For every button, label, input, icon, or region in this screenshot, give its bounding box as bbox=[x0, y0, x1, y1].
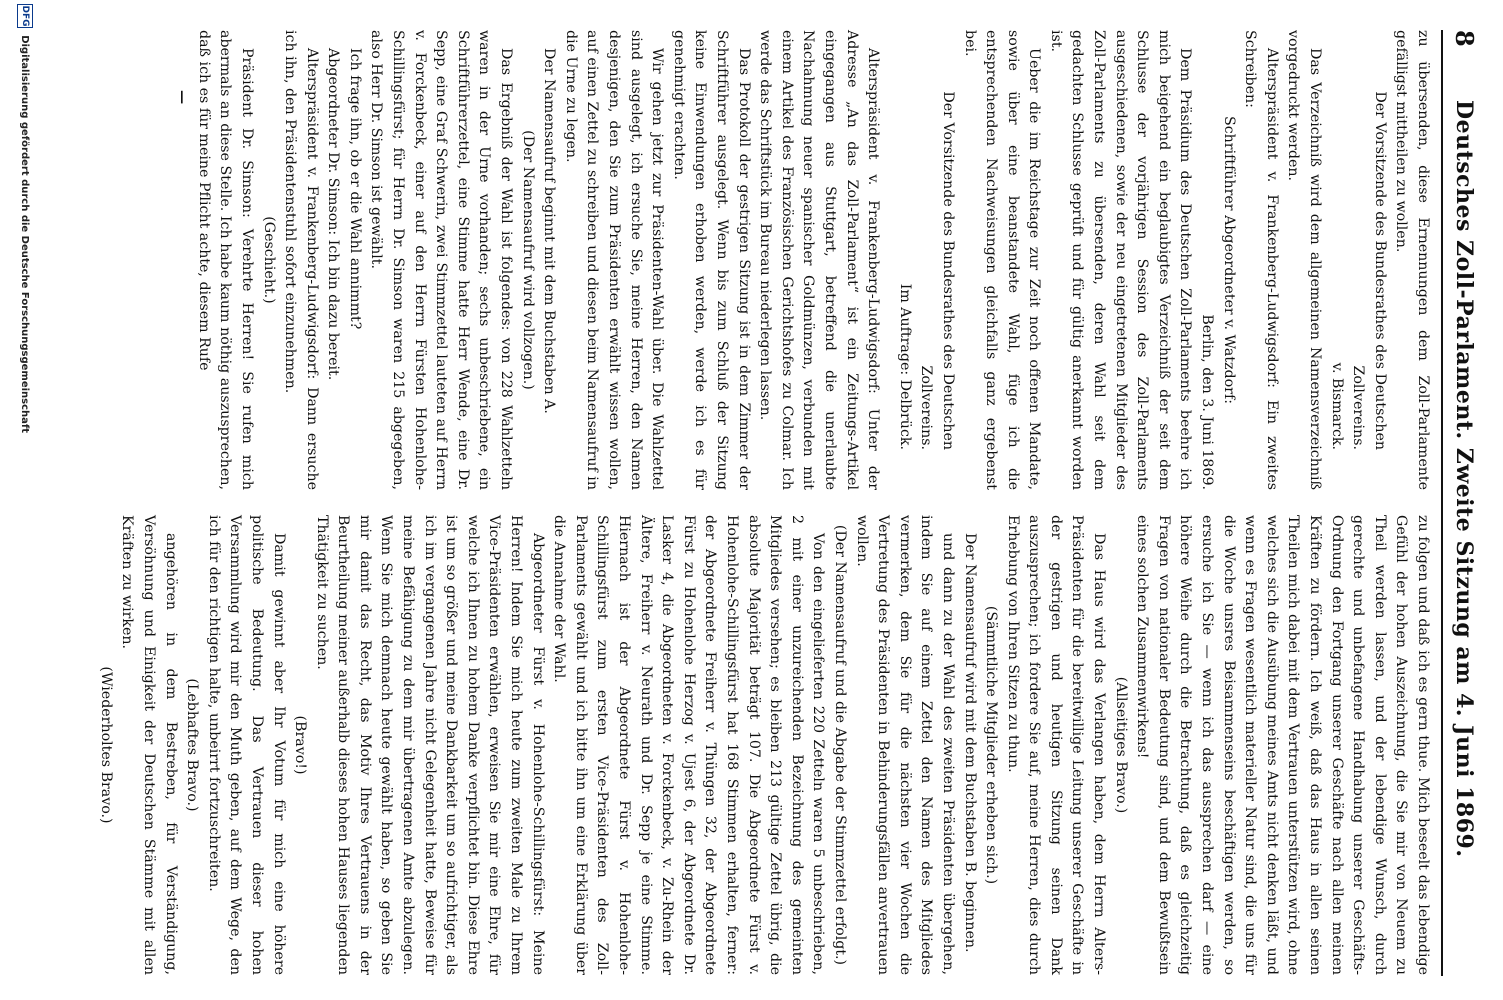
text-paragraph: Das Protokoll der gestrigen Sitzung ist in dem Zimmer der Schriftführer ausgelegt. Wenn bis zum Schluß der Sitzung keine Einwendungen erhoben werden, werde ich es für genehmigt erachten. bbox=[670, 30, 752, 490]
text-paragraph: Der Vorsitzende des Bundesrathes des Deutschen Zollvereins. bbox=[1350, 91, 1388, 450]
digitization-credit: Digitalisierung gefördert durch die Deutsche Forschungsgemeinschaft bbox=[19, 35, 31, 434]
dfg-logo: DFG bbox=[17, 4, 33, 28]
text-paragraph: (Wiederholtes Bravo.) bbox=[97, 666, 114, 824]
text-paragraph: Der Namensaufruf beginnt mit dem Buchstaben A. bbox=[541, 48, 558, 414]
text-paragraph: Das Ergebniß der Wahl ist folgendes: von 228 Wahlzetteln waren in der Urne vorhanden; sechs unbeschriebene, ein Schriftführerzettel, eine Stimme hatte Herr Wende, eine Dr. Sepp, eine Graf Schwerin, zwei Stimmzettel lauteten auf Herrn v. Forckenbeck, einer auf den Herrn Fürsten Hohenlohe-Schillingsfürst; für Herrn Dr. Simson waren 215 abgegeben, also Herr Dr. Simson ist gewählt. bbox=[368, 30, 515, 490]
text-paragraph: Im Auftrage: Delbrück. bbox=[896, 283, 913, 450]
text-paragraph: Wir gehen jetzt zur Präsidenten-Wahl über. Die Wahlzettel sind ausgelegt, ich ersuche Sie, meine Herren, den Namen desjenigen, den Sie zum Präsidenten erwählt wissen wollen, auf einen Zettel zu schreiben und diesen beim Namensaufruf in die Urne zu legen. bbox=[562, 30, 666, 490]
text-paragraph: Alterspräsident v. Frankenberg-Ludwigsdorf: Dann ersuche ich ihn, den Präsidentenstuhl sofort einzunehmen. bbox=[282, 30, 320, 490]
text-paragraph: Abgeordneter Dr. Simson: Ich bin dazu bereit. bbox=[325, 48, 342, 381]
text-paragraph: angehören in dem Bestreben, für Verständigung, Versöhnung und Einigkeit der Deutschen Stämme mit allen Kräften zu wirken. bbox=[119, 515, 179, 975]
page-number: 8 bbox=[1450, 30, 1479, 48]
text-paragraph: Alterspräsident v. Frankenberg-Ludwigsdorf: Ein zweites Schreiben: bbox=[1242, 30, 1280, 490]
text-paragraph: (Der Namensaufruf und die Abgabe der Stimmzettel erfolgt.) bbox=[831, 524, 848, 966]
text-paragraph: Abgeordneter Fürst v. Hohenlohe-Schillingsfürst: Meine Herren! Indem Sie mich heute zum zweiten Male zu Ihrem Vice-Präsidenten erwählen, erweisen Sie mir eine Ehre, für welche ich Ihnen zu hohem Danke verpflichtet bin. Diese Ehre ist um so größer und meine Dankbarkeit um so aufrichtiger, als ich im vergangenen Jahre nicht Gelegenheit hatte, Beweise für meine Befähigung zu dem mir übertragenen Amte abzulegen. Wenn Sie mich demnach heute gewählt haben, so geben Sie mir damit das Recht, das Motiv Ihres Vertrauens in der Beurtheilung meiner außerhalb dieses hohen Hauses liegenden Thätigkeit zu suchen. bbox=[313, 515, 546, 975]
text-paragraph: Der Vorsitzende des Bundesrathes des Deutschen Zollvereins. bbox=[918, 91, 956, 450]
text-paragraph: Der Namensaufruf wird mit dem Buchstaben B. beginnen. bbox=[961, 533, 978, 953]
right-text-column bbox=[97, 515, 1433, 975]
separator-dash: — bbox=[174, 90, 191, 105]
text-paragraph: Präsident Dr. Simson: Verehrte Herren! Sie rufen mich abermals an diese Stelle. Ich habe kaum nöthig auszusprechen, daß ich es für meine Pflicht achte, diesem Rufe bbox=[195, 30, 255, 490]
text-paragraph: Dem Präsidium des Deutschen Zoll-Parlaments beehre ich mich beigehend ein beglaubigtes Verzeichniß der seit dem Schlusse der vorjährigen Session des Zoll-Parlaments ausgeschiedenen, sowie der neu eingetretenen Mitglieder des Zoll-Parlaments zu übersenden, deren Wahl seit dem gedachten Schlusse geprüft und für gültig anerkannt worden ist. bbox=[1047, 30, 1194, 490]
text-paragraph: v. Bismarck. bbox=[1328, 362, 1345, 450]
text-paragraph: (Allseitiges Bravo.) bbox=[1112, 676, 1129, 814]
text-paragraph: zu übersenden, diese Ernennungen dem Zoll-Parlamente gefälligst mittheilen zu wollen. bbox=[1393, 30, 1431, 490]
text-paragraph: (Der Namensaufruf wird vollzogen.) bbox=[519, 130, 536, 390]
text-paragraph: (Bravo!) bbox=[292, 715, 309, 775]
paragraph-gap bbox=[883, 30, 893, 490]
text-paragraph: und dann zu der Wahl des zweiten Präsidenten übergehen, indem Sie auf einem Zettel den Namen des Mitgliedes vermerken, dem Sie für die nächsten vier Wochen die Vertretung des Präsidenten in Behinderungsfällen anvertrauen wollen. bbox=[853, 515, 956, 975]
text-paragraph: (Geschieht.) bbox=[260, 216, 277, 304]
text-paragraph: Von den eingelieferten 220 Zetteln waren 5 unbeschrieben, 2 mit einer unzureichenden Bezeichnung des gemeinten Mitgliedes versehen; es bleiben 213 gültige Zettel übrig, die absolute Majorität beträgt 107. Die Abgeordnete Fürst v. Hohenlohe-Schillingsfürst hat 168 Stimmen erhalten, ferner: der Abgeordnete Freiherr v. Thüngen 32, der Abgeordnete Fürst zu Hohenlohe Herzog v. Ujest 6, der Abgeordnete Dr. Lasker 4, die Abgeordneten v. Forckenbeck, v. Zu-Rhein der Ältere, Freiherr v. Neurath und Dr. Sepp je eine Stimme. Hiernach ist der Abgeordnete Fürst v. Hohenlohe-Schillingsfürst zum ersten Vice-Präsidenten des Zoll-Parlaments gewählt und ich bitte ihn um eine Erklärung über die Annahme der Wahl. bbox=[551, 515, 827, 975]
text-paragraph: zu folgen und daß ich es gern thue. Mich beseelt das lebendige Gefühl der hohen Auszeichnung, die Sie mir von Neuem zu Theil werden lassen, und der lebendige Wunsch, durch gerechte und unbefangene Handhabung unserer Geschäfts-Ordnung den Fortgang unserer Geschäfte nach allen meinen Kräften zu fördern. Ich weiß, daß das Haus in allen seinen Theilen mich dabei mit dem Vertrauen unterstützen wird, ohne welches sich die Ausübung meines Amts nicht denken läßt, und wenn es Fragen wesentlich materieller Natur sind, die uns für die Woche unsres Beisammenseins beschäftigen werden, so ersuche ich Sie — wenn ich das aussprechen darf — eine höhere Weihe durch die Betrachtung, daß es gleichzeitig Fragen von nationaler Bedeutung sind, und dem Bewußtsein eines solchen Zusammenwirkens! bbox=[1134, 515, 1431, 975]
text-paragraph: (Sämmtliche Mitglieder erheben sich.) bbox=[983, 605, 1000, 885]
text-paragraph: Das Haus wird das Verlangen haben, dem Herrn Alters-Präsidenten für die bereitwillige Leitung unserer Geschäfte in der gestrigen und heutigen Sitzung seinen Dank auszusprechen; ich fordere Sie auf, meine Herren, dies durch Erhebung von Ihren Sitzen zu thun. bbox=[1004, 515, 1108, 975]
running-title: Deutsches Zoll-Parlament. Zweite Sitzung am 4. Juni 1869. bbox=[1451, 100, 1477, 858]
text-paragraph: Ich frage ihn, ob er die Wahl annimmt? bbox=[346, 48, 363, 330]
page-footer bbox=[3, 0, 33, 1000]
left-text-column bbox=[103, 30, 1433, 490]
header-rule bbox=[1441, 30, 1443, 976]
text-paragraph: Schriftführer Abgeordneter v. Watzdorf: bbox=[1220, 116, 1237, 404]
text-paragraph: (Lebhaftes Bravo.) bbox=[184, 678, 201, 812]
text-paragraph: Alterspräsident v. Frankenberg-Ludwigsdorf: Unter der Adresse „An das Zoll-Parlament“ ist ein Zeitungs-Artikel eingegangen aus Stuttgart, betreffend die unerlaubte Nachahmung neuer spanischer Goldmünzen, verbunden mit einem Artikel des Französischen Gerichtshofes zu Colmar. Ich werde das Schriftstück im Bureau niederlegen lassen. bbox=[757, 30, 882, 490]
page-header bbox=[1443, 30, 1483, 976]
text-paragraph: Damit gewinnt aber Ihr Votum für mich eine höhere politische Bedeutung. Das Vertrauen dieser hohen Versammlung wird mir den Muth geben, auf dem Wege, den ich für den richtigen halte, unbeirrt fortzuschreiten. bbox=[205, 515, 287, 975]
text-paragraph: Berlin, den 3. Juni 1869. bbox=[1199, 314, 1216, 490]
text-paragraph: Ueber die im Reichstage zur Zeit noch offenen Mandate, sowie über eine beanstandete Wahl, füge ich die entsprechenden Nachweisungen gleichfalls ganz ergebenst bei. bbox=[961, 30, 1043, 490]
text-paragraph: Das Verzeichniß wird dem allgemeinen Namensverzeichniß vorgedruckt werden. bbox=[1285, 30, 1324, 490]
